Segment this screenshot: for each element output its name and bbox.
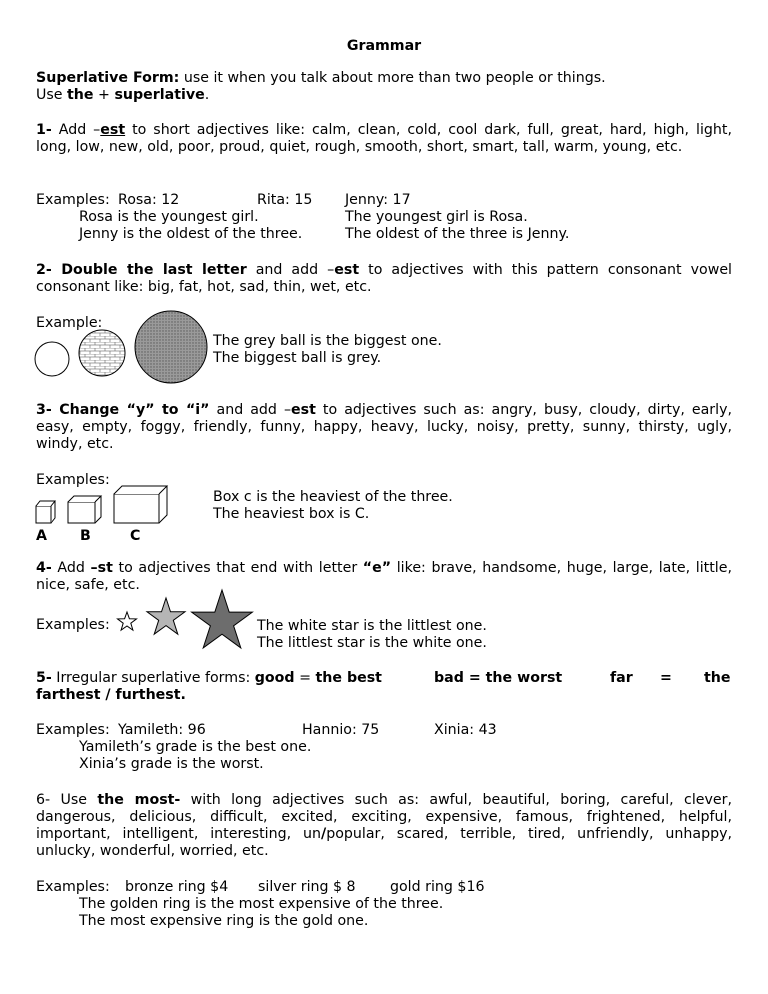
page-title: Grammar	[346, 38, 422, 54]
rule-5-eq: =	[660, 670, 672, 686]
rule-6-sentence: The golden ring is the most expensive of the three.	[79, 896, 444, 912]
rule-6-bronze: bronze ring $4	[125, 879, 229, 895]
rule-6-sentence: The most expensive ring is the gold one.	[79, 913, 369, 929]
rule-5-hannio: Hannio: 75	[302, 722, 380, 738]
rule-2-sentence: The biggest ball is grey.	[213, 350, 382, 366]
medium-grey-star	[147, 598, 185, 634]
intro-line-1: Superlative Form: use it when you talk about more than two people or things.	[36, 70, 606, 86]
rule-1-jenny: Jenny: 17	[345, 192, 411, 208]
rule-4-text: 4- Add –st to adjectives that end with letter “e” like: brave, handsome, huge, large, late, little, nice, safe, etc.	[36, 560, 732, 593]
rule-4-examples-label: Examples:	[36, 617, 110, 633]
box-label-b: B	[80, 528, 91, 544]
small-white-star	[118, 612, 137, 630]
rule-5-the: the	[704, 670, 731, 686]
rule-6-examples-label: Examples:	[36, 879, 110, 895]
rule-5-sentence: Yamileth’s grade is the best one.	[79, 739, 312, 755]
large-dark-star	[192, 590, 253, 648]
rule-6-silver: silver ring $ 8	[258, 879, 356, 895]
rule-1-rosa: Rosa: 12	[118, 192, 180, 208]
intro-line-2: Use the + superlative.	[36, 87, 210, 103]
rule-1-sentence: Rosa is the youngest girl.	[79, 209, 259, 225]
intro-label: Superlative Form:	[36, 70, 180, 86]
rule-6-gold: gold ring $16	[390, 879, 485, 895]
rule-3-sentence: The heaviest box is C.	[213, 506, 370, 522]
rule-3-examples-label: Examples:	[36, 472, 110, 488]
rule-5-farthest: farthest / furthest.	[36, 687, 186, 703]
rule-5-examples-label: Examples:	[36, 722, 110, 738]
box-label-a: A	[36, 528, 47, 544]
rule-1-sentence: The oldest of the three is Jenny.	[345, 226, 570, 242]
rule-6-text: 6- Use the most- with long adjectives such as: awful, beautiful, boring, careful, clever, dangerous, delicious, difficult, excited, exciting, expensive, famous, frightened, helpful, important, intelligent, interesting, un/popular, scared, terrible, tired, unfriendly, unhappy, unlucky, wonderful, worried, etc.	[36, 792, 732, 859]
rule-4-sentence: The white star is the littlest one.	[257, 618, 487, 634]
box-label-c: C	[130, 528, 141, 544]
rule-1-examples-label: Examples:	[36, 192, 110, 208]
rule-1-sentence: Jenny is the oldest of the three.	[79, 226, 303, 242]
rule-4-sentence: The littlest star is the white one.	[257, 635, 487, 651]
rule-2-text: 2- Double the last letter and add –est to adjectives with this pattern consonant vowel consonant like: big, fat, hot, sad, thin, wet, etc.	[36, 262, 732, 295]
rule-1-sentence: The youngest girl is Rosa.	[345, 209, 528, 225]
rule-1-rita: Rita: 15	[257, 192, 313, 208]
rule-5-yamileth: Yamileth: 96	[118, 722, 206, 738]
rule-3-text: 3- Change “y” to “i” and add –est to adjectives such as: angry, busy, cloudy, dirty, early, easy, empty, foggy, friendly, funny, happy, heavy, lucky, noisy, pretty, sunny, thirsty, ugly, windy, etc.	[36, 402, 732, 452]
rule-2-sentence: The grey ball is the biggest one.	[213, 333, 442, 349]
rule-5-sentence: Xinia’s grade is the worst.	[79, 756, 264, 772]
rule-5-text: 5- Irregular superlative forms: good = the best	[36, 670, 382, 686]
rule-1-text: 1- Add –est to short adjectives like: calm, clean, cold, cool dark, full, great, hard, high, light, long, low, new, old, poor, proud, quiet, rough, smooth, short, smart, tall, warm, young, etc.	[36, 122, 732, 155]
rule-5-bad: bad = the worst	[434, 670, 563, 686]
rule-5-xinia: Xinia: 43	[434, 722, 497, 738]
rule-5-far: far	[610, 670, 633, 686]
rule-2-example-label: Example:	[36, 315, 103, 331]
rule-3-sentence: Box c is the heaviest of the three.	[213, 489, 453, 505]
